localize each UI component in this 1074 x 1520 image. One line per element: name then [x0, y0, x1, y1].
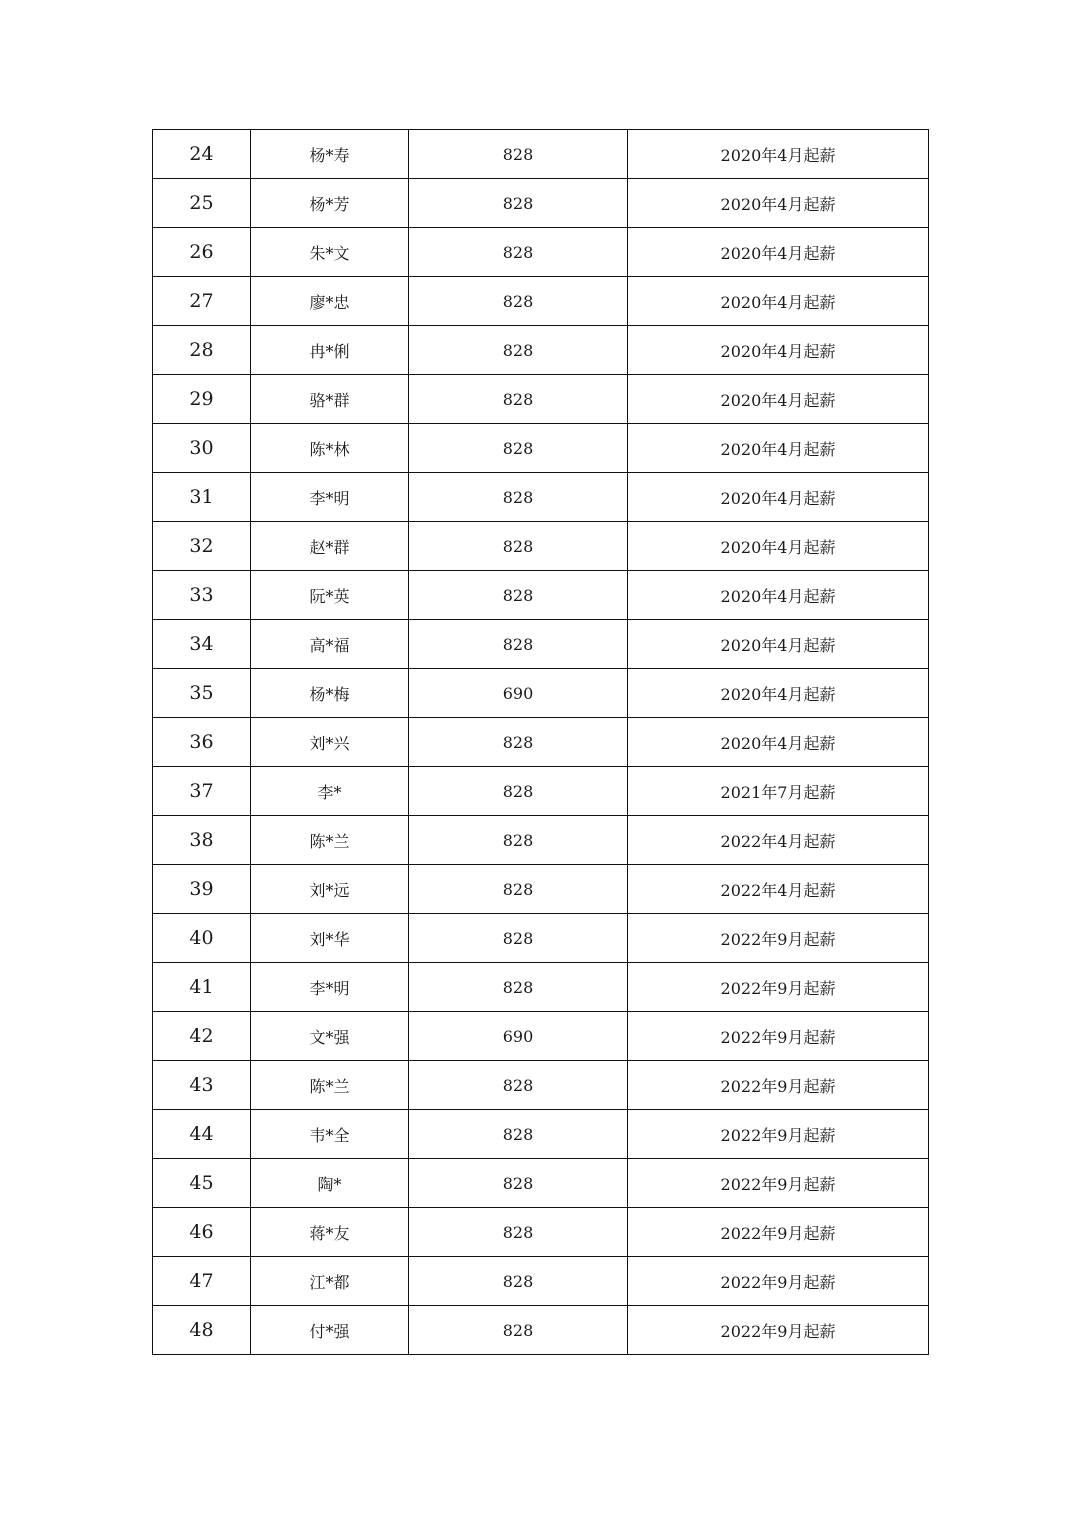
table-row — [153, 1012, 929, 1061]
start-date-cell: 2022年9月起薪 — [628, 1061, 929, 1110]
row-number-cell: 44 — [153, 1110, 251, 1159]
table-row — [153, 1061, 929, 1110]
row-number-cell: 26 — [153, 228, 251, 277]
amount-cell: 828 — [409, 1306, 628, 1355]
name-cell: 江*都 — [251, 1257, 409, 1306]
start-date-cell: 2020年4月起薪 — [628, 228, 929, 277]
table-row — [153, 571, 929, 620]
table-row — [153, 228, 929, 277]
start-date-cell: 2020年4月起薪 — [628, 179, 929, 228]
start-date-cell: 2020年4月起薪 — [628, 473, 929, 522]
start-date-cell: 2020年4月起薪 — [628, 571, 929, 620]
table-row — [153, 669, 929, 718]
start-date-cell: 2020年4月起薪 — [628, 375, 929, 424]
amount-cell: 828 — [409, 277, 628, 326]
start-date-cell: 2022年9月起薪 — [628, 1110, 929, 1159]
row-number-cell: 32 — [153, 522, 251, 571]
amount-cell: 828 — [409, 620, 628, 669]
amount-cell: 828 — [409, 473, 628, 522]
table-row — [153, 375, 929, 424]
name-cell: 骆*群 — [251, 375, 409, 424]
name-cell: 陈*林 — [251, 424, 409, 473]
row-number-cell: 39 — [153, 865, 251, 914]
row-number-cell: 36 — [153, 718, 251, 767]
start-date-cell: 2022年9月起薪 — [628, 914, 929, 963]
table-row — [153, 914, 929, 963]
amount-cell: 828 — [409, 718, 628, 767]
row-number-cell: 34 — [153, 620, 251, 669]
table-row — [153, 326, 929, 375]
table-body — [153, 130, 929, 1355]
row-number-cell: 31 — [153, 473, 251, 522]
amount-cell: 828 — [409, 1208, 628, 1257]
amount-cell: 828 — [409, 816, 628, 865]
start-date-cell: 2020年4月起薪 — [628, 424, 929, 473]
amount-cell: 828 — [409, 1159, 628, 1208]
name-cell: 李*明 — [251, 963, 409, 1012]
name-cell: 李* — [251, 767, 409, 816]
amount-cell: 828 — [409, 571, 628, 620]
name-cell: 陈*兰 — [251, 816, 409, 865]
start-date-cell: 2021年7月起薪 — [628, 767, 929, 816]
name-cell: 高*福 — [251, 620, 409, 669]
amount-cell: 828 — [409, 375, 628, 424]
start-date-cell: 2022年4月起薪 — [628, 865, 929, 914]
start-date-cell: 2022年9月起薪 — [628, 1159, 929, 1208]
amount-cell: 828 — [409, 326, 628, 375]
amount-cell: 828 — [409, 865, 628, 914]
row-number-cell: 25 — [153, 179, 251, 228]
name-cell: 刘*华 — [251, 914, 409, 963]
row-number-cell: 37 — [153, 767, 251, 816]
start-date-cell: 2020年4月起薪 — [628, 130, 929, 179]
name-cell: 廖*忠 — [251, 277, 409, 326]
name-cell: 朱*文 — [251, 228, 409, 277]
start-date-cell: 2022年9月起薪 — [628, 1257, 929, 1306]
table-row — [153, 718, 929, 767]
row-number-cell: 47 — [153, 1257, 251, 1306]
row-number-cell: 27 — [153, 277, 251, 326]
amount-cell: 828 — [409, 1257, 628, 1306]
amount-cell: 828 — [409, 914, 628, 963]
start-date-cell: 2022年9月起薪 — [628, 963, 929, 1012]
name-cell: 蒋*友 — [251, 1208, 409, 1257]
row-number-cell: 33 — [153, 571, 251, 620]
row-number-cell: 30 — [153, 424, 251, 473]
start-date-cell: 2020年4月起薪 — [628, 277, 929, 326]
name-cell: 陶* — [251, 1159, 409, 1208]
row-number-cell: 29 — [153, 375, 251, 424]
table-row — [153, 1208, 929, 1257]
amount-cell: 828 — [409, 130, 628, 179]
row-number-cell: 41 — [153, 963, 251, 1012]
amount-cell: 828 — [409, 963, 628, 1012]
row-number-cell: 24 — [153, 130, 251, 179]
table-row — [153, 767, 929, 816]
name-cell: 陈*兰 — [251, 1061, 409, 1110]
name-cell: 杨*寿 — [251, 130, 409, 179]
table-row — [153, 424, 929, 473]
table-row — [153, 816, 929, 865]
name-cell: 杨*芳 — [251, 179, 409, 228]
name-cell: 冉*俐 — [251, 326, 409, 375]
start-date-cell: 2020年4月起薪 — [628, 326, 929, 375]
row-number-cell: 35 — [153, 669, 251, 718]
name-cell: 韦*全 — [251, 1110, 409, 1159]
table-row — [153, 1159, 929, 1208]
row-number-cell: 42 — [153, 1012, 251, 1061]
row-number-cell: 43 — [153, 1061, 251, 1110]
table-row — [153, 620, 929, 669]
table-row — [153, 1306, 929, 1355]
name-cell: 赵*群 — [251, 522, 409, 571]
start-date-cell: 2022年9月起薪 — [628, 1208, 929, 1257]
start-date-cell: 2020年4月起薪 — [628, 718, 929, 767]
amount-cell: 690 — [409, 669, 628, 718]
amount-cell: 828 — [409, 522, 628, 571]
start-date-cell: 2022年4月起薪 — [628, 816, 929, 865]
start-date-cell: 2020年4月起薪 — [628, 669, 929, 718]
start-date-cell: 2020年4月起薪 — [628, 522, 929, 571]
table-row — [153, 963, 929, 1012]
table-row — [153, 1257, 929, 1306]
table-row — [153, 522, 929, 571]
amount-cell: 828 — [409, 179, 628, 228]
row-number-cell: 38 — [153, 816, 251, 865]
row-number-cell: 45 — [153, 1159, 251, 1208]
row-number-cell: 48 — [153, 1306, 251, 1355]
name-cell: 刘*远 — [251, 865, 409, 914]
name-cell: 阮*英 — [251, 571, 409, 620]
table-row — [153, 179, 929, 228]
name-cell: 付*强 — [251, 1306, 409, 1355]
table-row — [153, 130, 929, 179]
row-number-cell: 28 — [153, 326, 251, 375]
table-row — [153, 277, 929, 326]
start-date-cell: 2022年9月起薪 — [628, 1306, 929, 1355]
start-date-cell: 2022年9月起薪 — [628, 1012, 929, 1061]
amount-cell: 828 — [409, 1110, 628, 1159]
row-number-cell: 40 — [153, 914, 251, 963]
name-cell: 刘*兴 — [251, 718, 409, 767]
name-cell: 杨*梅 — [251, 669, 409, 718]
row-number-cell: 46 — [153, 1208, 251, 1257]
start-date-cell: 2020年4月起薪 — [628, 620, 929, 669]
name-cell: 李*明 — [251, 473, 409, 522]
amount-cell: 828 — [409, 1061, 628, 1110]
amount-cell: 828 — [409, 424, 628, 473]
amount-cell: 828 — [409, 767, 628, 816]
table-row — [153, 473, 929, 522]
amount-cell: 828 — [409, 228, 628, 277]
subsidy-table — [152, 129, 929, 1355]
amount-cell: 690 — [409, 1012, 628, 1061]
table-row — [153, 865, 929, 914]
name-cell: 文*强 — [251, 1012, 409, 1061]
table-row — [153, 1110, 929, 1159]
